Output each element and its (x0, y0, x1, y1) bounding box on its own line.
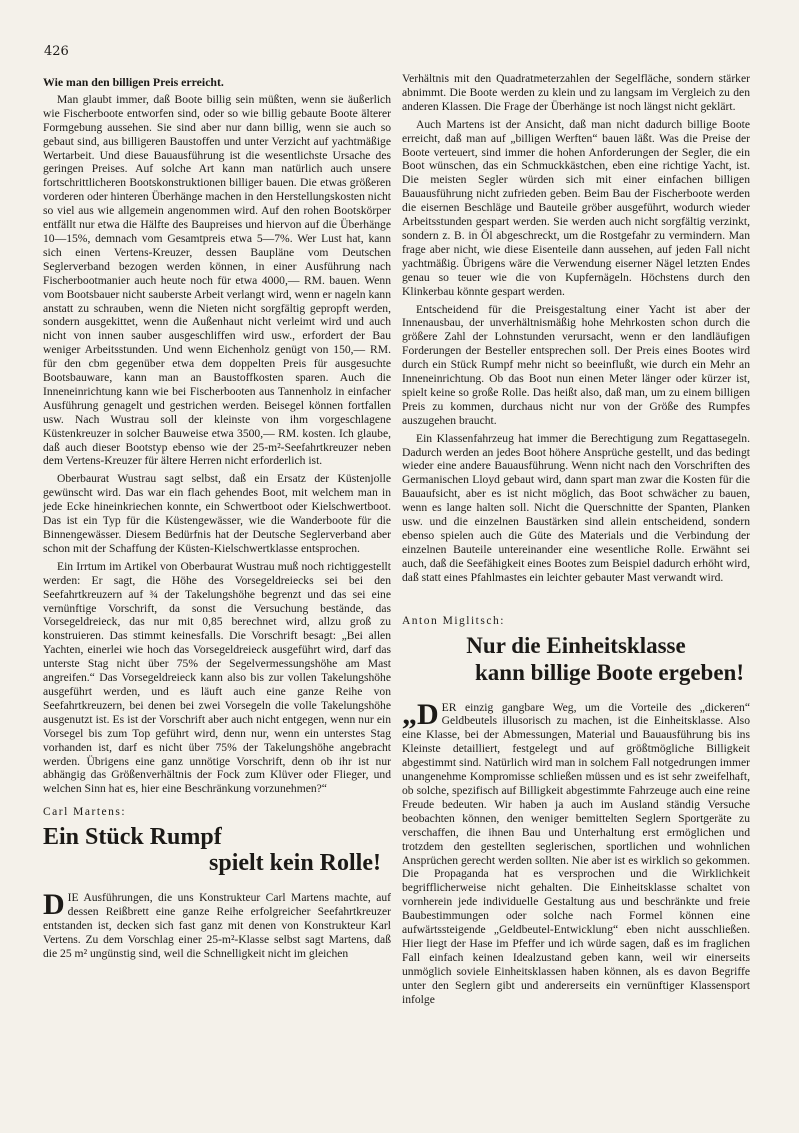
section-heading: Wie man den billigen Preis erreicht. (43, 75, 224, 89)
article-title-line2: kann billige Boote ergeben! (475, 659, 744, 685)
article-paragraph (402, 697, 750, 1007)
article-byline: Anton Miglitsch: (402, 614, 505, 627)
article-byline: Carl Martens: (43, 806, 127, 819)
paragraph: Ein Irrtum im Artikel von Oberbaurat Wustrau muß noch richtiggestellt werden: Er sagt, die Höhe des Vorsegeldreiecks sei bei den Seefahrtkreuzern auf ¾ der Takelungshöhe begrenzt und das sei eine vernünftige Vorschrift, da sonst die Versuchung bestände, das Vorsegeldreieck, das nur mit 0,85 berechnet wird, allzu groß zu konstruieren. Das stimmt keinesfalls. Die Vorschrift besagt: „Bei allen Yachten, einerlei wie hoch das Vorsegeldreieck ausgeführt wird, darf das unterste Stag nicht über 75% der Segelvermessungshöhe am Mast angreifen.“ Das Vorsegeldreieck kann also bis zur vollen Takelungshöhe ausgeführt werden, und es läuft auch eine ganze Reihe von Seefahrtkreuzern, bei denen bei zwei Vorsegeln die volle Takelungshöhe ausgenutzt ist. Es ist der Vorschrift aber auch nicht entgegen, wenn nur ein Vorsegel bis zum Top geführt wird, denn nur, wenn ein unterstes Stag vorhanden ist, darf es nicht über 75% der Takelungshöhe angebracht werden. Übrigens eine ganz unnötige Vorschrift, denn ob ihr ist nur abhängig das Größenverhältnis der Fock zum Klüver oder Flieger, und welchen Sinn hat es, hier eine Beschränkung vorzunehmen?“ (43, 559, 391, 796)
paragraph: Verhältnis mit den Quadratmeterzahlen der Segelfläche, sondern stärker abnimmt. Die Boote werden zu klein und zu langsam im Vergleich zu den anderen Klassen. Die Frage der Überhänge ist noch längst nicht geklärt. (402, 72, 750, 113)
article-title: Ein Stück Rumpf (43, 824, 222, 851)
paragraph: Man glaubt immer, daß Boote billig sein müßten, wenn sie äußerlich wie Fischerboote entworfen sind, oder so wie billig gebaute Boote älterer Formgebung aussehen. Sie sind aber nur dann billig, wenn sie auch so gebaut sind, aus billigeren Baustoffen und unter Verzicht auf yachtmäßige Wertarbeit. Und diese Bauausführung ist die wesentlichste Ursache des geringen Preises. Auf solche Art kann man natürlich auch unsere fortschrittlicheren Bootskonstruktionen billiger bauen. Die etwas größeren vorderen oder hinteren Überhänge machen in den Herstellungskosten nicht so viel aus wie allgemein angenommen wird. Auf den rohen Bootskörper entfällt nur etwa die Hälfte des Baupreises und hiervon auf die Überhänge 10—15%, demnach vom Gesamtpreis etwa 5—7%. Wer Lust hat, kann sich einen Vertens-Kreuzer, dessen Baupläne vom Deutschen Seglerverband bezogen werden können, in einer Ausführung nach Fischerbootmanier auch heute noch für etwa 4000,— RM. bauen. Wenn vom Bootsbauer nicht sauberste Arbeit verlangt wird, wenn er nageln kann anstatt zu schrauben, wenn die Nieten nicht sorgfältig gepropft werden, sondern ausgekittet, wenn die Außenhaut nicht verleimt wird und auch nicht von innen sauber ausgeschliffen wird usw., erfordert der Bau weniger Arbeitsstunden. Und wenn Eichenholz genügt von 150,— RM. für den cbm gegenüber etwa dem doppelten Preis für ausgesuchte Bootsbauware, kann man an Baustoffkosten sparen. Auch die Inneneinrichtung kann wie bei Fischerbooten aus Tannenholz in einfacher Ausführung genagelt und gestrichen werden. Beisegel können fortfallen usw. Nach Wustrau soll der kleinste von ihm vorgeschlagene Küstenkreuzer in solcher Bauweise etwa 3500,— RM. kosten. Ich glaube, daß auch dieser Bootstyp ebenso wie der 25-m²-Seefahrtkreuzer neben dem Vertens-Kreuzer für ältere Herren nicht erforderlich ist. (43, 92, 391, 468)
right-column (402, 72, 750, 1010)
page-number: 426 (44, 44, 69, 59)
paragraph: Oberbaurat Wustrau sagt selbst, daß ein Ersatz der Küstenjolle gewünscht wird. Das war ein flach gehendes Boot, mit welchem man in jede Ecke hineinkriechen konnte, ein Schwertboot oder Kielschwertboot. Das ist ein Typ für die Küstengewässer, wie die Wanderboote für die Binnengewässer. Diesem Bedürfnis hat der Deutsche Seglerverband aber schon mit der Schaffung der Küsten-Kielschwertklasse entsprochen. (43, 472, 391, 555)
paragraph: Auch Martens ist der Ansicht, daß man nicht dadurch billige Boote erreicht, daß man auf „billigen Werften“ bauen läßt. Was die Preise der Boote verteuert, sind immer die hohen Anforderungen der Segler, die ein Boot wünschen, das ein Schmuckkästchen, eben eine richtige Yacht, ist. Die meisten Segler würden sich mit einer einfachen billigen Bauausführung nicht zufrieden geben. Beim Bau der Fischerboote werden die eisernen Beschläge und Bauteile gröber ausgeführt, wodurch wieder Arbeitsstunden gespart werden. Sie werden auch nicht sorgfältig verzinkt, sondern z. B. in Öl abgeschreckt, um die Rostgefahr zu vermindern. Man frage aber nicht, wie diese Eisenteile dann aussehen, auf jeden Fall nicht yachtmäßig. Übrigens wäre die Verwendung eiserner Nägel letzten Endes genau so teuer wie die von Kupfernägeln. Höchstens durch den Klinkerbau könnte gespart werden. (402, 117, 750, 298)
paragraph: Entscheidend für die Preisgestaltung einer Yacht ist aber der Innenausbau, der unverhältnismäßig hohe Mehrkosten schon durch die größere Zahl der Lohnstunden verursacht, wenn er den landläufigen Forderungen der Besteller entsprechen soll. Der Preis eines Bootes wird durch ein Stück Rumpf mehr nicht so beeinflußt, wie durch ein Mehr an Inneneinrichtung. Ob das Boot nun einen Meter länger oder kürzer ist, spielt keine so große Rolle. Das heißt also, daß man, um zu einem billigen Preis zu kommen, durchaus nicht nur von der Größe des Rumpfes auszugehen braucht. (402, 302, 750, 427)
article-title-line2: spielt kein Rolle! (209, 850, 381, 877)
article-paragraph (43, 888, 391, 961)
left-column (43, 72, 391, 965)
article-text: IE Ausführungen, die uns Konstrukteur Carl Martens machte, auf dessen Reißbrett eine ganze Reihe erfolgreicher Seefahrtkreuzer entstanden ist, decken sich fast ganz mit denen von Konstrukteur Karl Vertens. Zu dem Vorschlag einer 25-m²-Klasse selbst sagt Martens, daß die 25 m² ungünstig sind, weil die Schnelligkeit nicht im gleichen (43, 891, 391, 960)
article-text: ER einzig gangbare Weg, um die Vorteile des „dickeren“ Geldbeutels illusorisch zu machen, ist die Einheitsklasse. Also eine Klasse, bei der Abmessungen, Material und Bauausführung bis ins Kleinste detailliert, festgelegt und auf größtmögliche Billigkeit abgestimmt sind. Natürlich wird man in solchem Fall notgedrungen immer unangenehme Kompromisse schließen müssen und es ist sehr zweifelhaft, ob solche, spezifisch auf Billigkeit abgestimmte Fahrzeuge auch eine reine Freude bedeuten. Wir haben ja auch im Ausland ständig Versuche beobachten können, den weniger bemittelten Seglern Sportgeräte zu verschaffen, die ihnen Bau und Unterhaltung erst ermöglichen und trotzdem den gestellten seglerischen, sportlichen und wohnlichen Ansprüchen gerecht werden sollten. Nie aber ist es wirklich so gekommen. Die Propaganda hat es versprochen und die Wirklichkeit begrifflicherweise nicht gehalten. Die Einheitsklasse schaltet von vornherein jede individuelle Gestaltung aus und beschränkte und freie Baubestimmungen oder solche nach Formel können eine aufwärtssteigende „Geldbeutel-Entwicklung“ eben nicht ausschließen. Hier liegt der Hase im Pfeffer und ich würde sagen, daß es im fraglichen Fall einfach keinen Idealzustand geben kann, weil wir einerseits unmöglich soviele Einheitsklassen haben können, als es davon Begriffe unter den Seglern gibt und andererseits ein vernünftiger Klassensport infolge (402, 700, 750, 1006)
paragraph: Ein Klassenfahrzeug hat immer die Berechtigung zum Regattasegeln. Dadurch werden an jedes Boot höhere Ansprüche gestellt, und das bedingt wieder eine andere Bauausführung. Wenn nicht nach den Vorschriften des Germanischen Lloyd gebaut wird, dann spart man zwar die Kosten für die Bauaufsicht, aber es ist nicht möglich, das Boot schwächer zu bauen, wenn es lange halten soll. Nicht die Querschnitte der Spanten, Planken usw. und die einzelnen Baustärken sind allein entscheidend, sondern ebenso spielen auch die Güte des Materials und die Verbindung der einzelnen Bauteile untereinander eine wesentliche Rolle. Erwähnt sei auch, daß die Seefähigkeit eines Bootes zum Beispiel dadurch erhöht wird, daß statt eines Pfahlmastes ein leichter gebauter Mast verwandt wird. (402, 431, 750, 584)
article-title: Nur die Einheitsklasse (466, 632, 686, 658)
drop-cap: „D (402, 697, 439, 731)
drop-cap: D (43, 888, 65, 922)
